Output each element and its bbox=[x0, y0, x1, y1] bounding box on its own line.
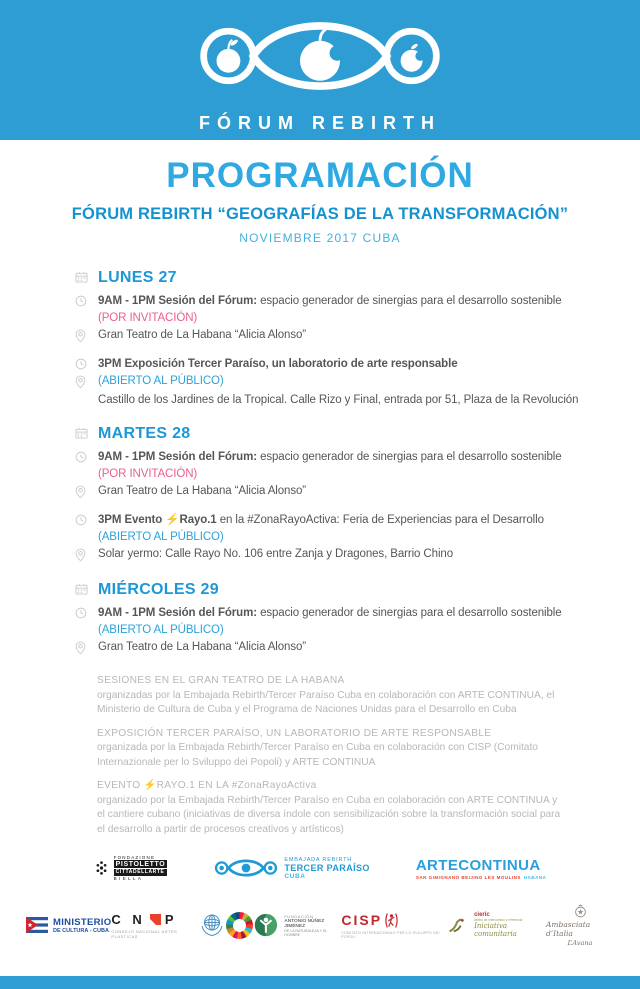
pistoletto-line: CITTADELLARTE bbox=[114, 869, 168, 876]
logo-cisp bbox=[341, 912, 447, 939]
artecontinua-cities: SAN GIMIGNANO BEIJING LES MOULINS bbox=[415, 874, 521, 880]
event bbox=[75, 293, 626, 346]
logo-fundacion-nunez-jimenez bbox=[253, 911, 341, 939]
event-title: 3PM Exposición Tercer Paraíso, un laboratorio de arte responsable bbox=[98, 358, 458, 370]
page-title: PROGRAMACIÓN bbox=[166, 156, 474, 195]
event bbox=[75, 512, 626, 565]
logo-sdg-wheel bbox=[226, 912, 253, 939]
calendar-icon bbox=[75, 427, 98, 442]
embajada-line: CUBA bbox=[284, 872, 306, 880]
date-line: NOVIEMBRE 2017 CUBA bbox=[239, 231, 401, 245]
italy-emblem-icon bbox=[573, 904, 588, 919]
event bbox=[75, 356, 626, 409]
subtitle: FÓRUM REBIRTH “GEOGRAFÍAS DE LA TRANSFORMACIÓN” bbox=[71, 205, 569, 223]
logo-cnap bbox=[111, 912, 198, 939]
note bbox=[97, 727, 562, 771]
event-location: Gran Teatro de La Habana “Alicia Alonso” bbox=[98, 485, 307, 497]
event-location: Gran Teatro de La Habana “Alicia Alonso” bbox=[98, 641, 307, 653]
clock-icon bbox=[75, 605, 98, 622]
cisp-name: CISP bbox=[341, 912, 383, 928]
note bbox=[97, 674, 562, 718]
cisp-figure-icon bbox=[384, 912, 399, 929]
day-block-lunes bbox=[75, 269, 626, 409]
event-location: Solar yermo: Calle Rayo No. 106 entre Zanja y Dragones, Barrio Chino bbox=[98, 548, 453, 560]
artecontinua-name: ARTECONTINUA bbox=[415, 856, 541, 874]
access-label: (ABIERTO AL PÚBLICO) bbox=[98, 375, 224, 387]
calendar-icon bbox=[75, 271, 98, 286]
note bbox=[97, 779, 562, 837]
logo-ministerio-cultura-cuba bbox=[26, 917, 111, 934]
pistoletto-line: FONDAZIONE bbox=[113, 854, 156, 860]
cisp-subtext: COMITATO INTERNAZIONALE PER LO SVILUPPO DEI POPOLI bbox=[341, 930, 440, 939]
note-heading: SESIONES EN EL GRAN TEATRO DE LA HABANA bbox=[97, 675, 345, 686]
fundacion-line: DE LA NATURALEZA Y EL HOMBRE bbox=[284, 928, 328, 937]
embajada-line: EMBAJADA REBIRTH bbox=[284, 856, 353, 863]
event-location: Castillo de los Jardines de la Tropical. Calle Rizo y Final, entrada por 51, Plaza de la Revolución bbox=[98, 394, 579, 406]
fundacion-line: ANTONIO NÚÑEZ JIMÉNEZ bbox=[284, 918, 325, 929]
clock-icon bbox=[75, 512, 98, 529]
ministerio-line1: MINISTERIO bbox=[53, 916, 112, 928]
event bbox=[75, 605, 626, 658]
clock-icon bbox=[75, 356, 98, 373]
cieric-name: cieric bbox=[474, 912, 490, 918]
location-pin-icon bbox=[75, 373, 98, 392]
event bbox=[75, 449, 626, 502]
cieric-figures-icon bbox=[447, 916, 469, 935]
fundacion-emblem-icon bbox=[253, 911, 279, 939]
location-pin-icon bbox=[75, 639, 98, 658]
access-label: (POR INVITACIÓN) bbox=[98, 312, 198, 324]
note-heading: EXPOSICIÓN TERCER PARAÍSO, UN LABORATORIO DE ARTE RESPONSABLE bbox=[97, 727, 492, 739]
access-label: (ABIERTO AL PÚBLICO) bbox=[98, 531, 224, 543]
event-title: 9AM - 1PM Sesión del Fórum: espacio generador de sinergias para el desarrollo sostenible bbox=[98, 295, 562, 307]
brand-name: FÓRUM REBIRTH bbox=[199, 113, 441, 133]
embajada-infinity-icon bbox=[213, 854, 279, 882]
ministerio-line2: DE CULTURA - CUBA bbox=[53, 927, 109, 934]
note-heading: EVENTO ⚡RAYO.1 EN LA #ZonaRayoActiva bbox=[97, 780, 317, 791]
header-banner bbox=[0, 0, 640, 140]
ambasciata-line1: Ambasciata d’Italia bbox=[546, 919, 591, 938]
clock-icon bbox=[75, 293, 98, 310]
calendar-icon bbox=[75, 583, 98, 598]
cieric-subtext: centro de intercambio y referencia bbox=[474, 918, 523, 922]
un-emblem-icon bbox=[198, 911, 226, 939]
cieric-tagline: Iniciativa comunitaria bbox=[474, 922, 517, 938]
organizer-notes bbox=[97, 674, 562, 837]
cnap-letters: C N bbox=[111, 911, 146, 927]
event-location: Gran Teatro de La Habana “Alicia Alonso” bbox=[98, 329, 307, 341]
fundacion-line: FUNDACIÓN bbox=[284, 913, 314, 919]
note-body: organizadas por la Embajada Rebirth/Tercer Paraíso Cuba en colaboración con ARTE CONTINUA, el Ministerio de Cultura de Cuba y el Programa de Naciones Unidas para el Desarrollo en Cuba bbox=[97, 689, 555, 715]
clock-icon bbox=[75, 449, 98, 466]
pistoletto-line: PISTOLETTO bbox=[115, 860, 166, 868]
logo-fondazione-pistoletto bbox=[94, 855, 168, 882]
forum-rebirth-apples-logo-icon bbox=[196, 6, 444, 106]
cnap-subtext: CONSEJO NACIONAL ARTES PLASTICAS bbox=[111, 928, 178, 939]
embajada-line: TERCER PARAÍSO bbox=[284, 862, 370, 873]
event-title: 9AM - 1PM Sesión del Fórum: espacio generador de sinergias para el desarrollo sostenible bbox=[98, 451, 562, 463]
schedule bbox=[75, 269, 626, 658]
sdg-wheel-icon bbox=[226, 912, 253, 939]
day-name: MARTES 28 bbox=[98, 425, 191, 442]
event-title: 9AM - 1PM Sesión del Fórum: espacio generador de sinergias para el desarrollo sostenible bbox=[98, 607, 562, 619]
access-label: (POR INVITACIÓN) bbox=[98, 468, 198, 480]
logo-embajada-rebirth bbox=[213, 854, 369, 882]
bottom-blue-bar bbox=[0, 976, 640, 989]
note-body: organizada por la Embajada Rebirth/Tercer Paraíso en Cuba en colaboración con CISP (Comitato Internazionale per lo Sviluppo dei Popoli) y ARTE CONTINUA bbox=[97, 742, 538, 768]
note-body: organizado por la Embajada Rebirth/Tercer Paraíso en Cuba en colaboración con ARTE CONTINUA y el cantiere cubano (iniciativas de diversa índole con sensibilización sobre la transformación social para el desarrollo a partir de procesos creativos y artísticos) bbox=[97, 794, 561, 835]
logo-cieric bbox=[447, 912, 546, 938]
day-block-miercoles bbox=[75, 581, 626, 658]
location-pin-icon bbox=[75, 327, 98, 346]
pistoletto-line: BIELLA bbox=[113, 876, 144, 882]
day-block-martes bbox=[75, 425, 626, 565]
logo-united-nations bbox=[198, 911, 226, 939]
day-name: MIÉRCOLES 29 bbox=[98, 581, 219, 598]
logo-ambasciata-italia bbox=[546, 904, 614, 947]
cnap-red-square-icon bbox=[150, 914, 161, 925]
pistoletto-mark-icon bbox=[94, 859, 109, 877]
partner-logos-row-1 bbox=[0, 846, 640, 890]
event-title: 3PM Evento ⚡Rayo.1 en la #ZonaRayoActiva: Feria de Experiencias para el Desarrollo bbox=[98, 514, 544, 526]
access-label: (ABIERTO AL PÚBLICO) bbox=[98, 624, 224, 636]
ambasciata-line2: L’Avana bbox=[567, 938, 593, 947]
title-block bbox=[0, 156, 640, 245]
cnap-letters: P bbox=[164, 911, 178, 927]
artecontinua-city-habana: HABANA bbox=[523, 874, 547, 880]
logo-artecontinua bbox=[416, 857, 547, 880]
partner-logos-row-2 bbox=[26, 900, 614, 950]
location-pin-icon bbox=[75, 546, 98, 565]
location-pin-icon bbox=[75, 483, 98, 502]
cuba-flag-icon bbox=[26, 917, 48, 933]
day-name: LUNES 27 bbox=[98, 269, 177, 286]
